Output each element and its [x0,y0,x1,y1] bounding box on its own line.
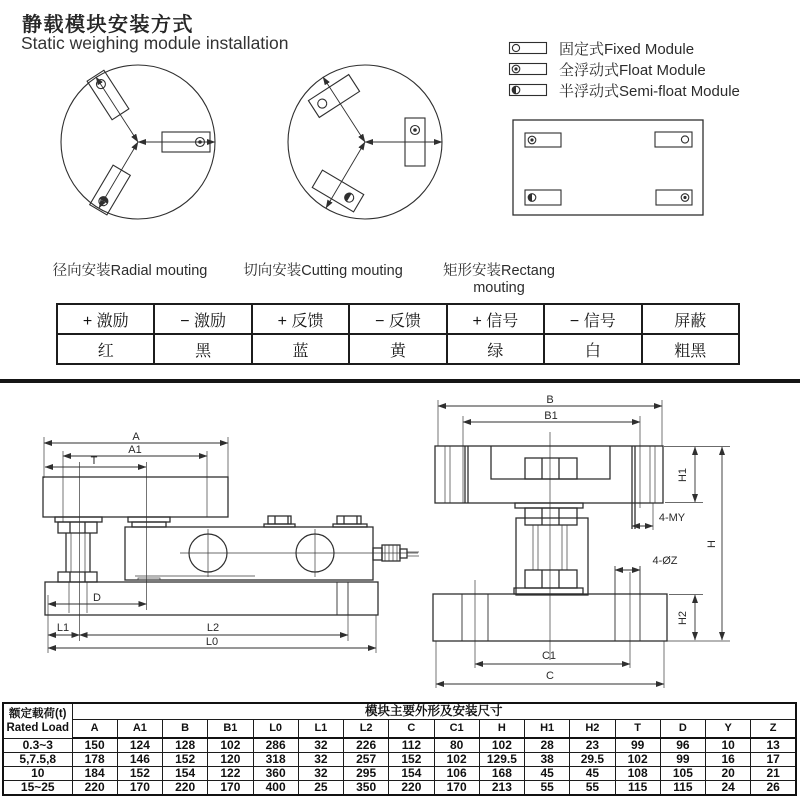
legend-item-semi-float [508,82,740,100]
spec-value-cell: 25 [298,781,343,796]
spec-column-header: H [479,720,524,739]
dim-label-H2: H2 [677,610,689,626]
spec-value-cell: 45 [570,767,615,781]
spec-value-cell: 220 [163,781,208,796]
side-view-drawing [30,425,430,675]
wiring-signal-header: − 反馈 [349,304,446,334]
legend-label: 全浮动式Float Module [559,61,706,79]
spec-column-header: C1 [434,720,479,739]
spec-value-cell: 120 [208,753,253,767]
wiring-header-row [57,304,739,334]
spec-column-header: B1 [208,720,253,739]
float-module-icon [508,62,548,76]
rated-load-label-zh: 额定载荷(t) [9,707,67,720]
spec-value-cell: 286 [253,738,298,753]
spec-value-cell: 170 [117,781,162,796]
spec-value-cell: 146 [117,753,162,767]
rectangular-mounting-diagram [505,112,717,224]
spec-value-cell: 29.5 [570,753,615,767]
dim-label-4MY: 4-MY [658,512,686,524]
spec-value-cell: 152 [389,753,434,767]
spec-value-cell: 152 [117,767,162,781]
spec-value-cell: 10 [706,738,751,753]
rated-load-value: 0.3~3 [3,738,72,753]
load-module [308,75,359,118]
wiring-signal-header: − 信号 [544,304,641,334]
wiring-color-cell: 黑 [154,334,251,364]
spec-value-cell: 170 [434,781,479,796]
section-divider [0,379,800,383]
spec-column-header: A [72,720,117,739]
spec-value-cell: 20 [706,767,751,781]
dim-label-L0: L0 [205,636,219,648]
wiring-signal-header: − 激励 [154,304,251,334]
dim-label-C: C [546,670,554,682]
dim-label-A1: A1 [128,444,142,456]
spec-value-cell: 220 [72,781,117,796]
caption-cutting: 切向安装Cutting mouting [243,263,403,279]
spec-value-cell: 106 [434,767,479,781]
wiring-color-row [57,334,739,364]
module-type-legend [508,41,740,104]
spec-data-row [3,753,796,767]
spec-column-header: A1 [117,720,162,739]
spec-column-header: L2 [344,720,389,739]
spec-column-header: T [615,720,660,739]
dim-label-B1: B1 [544,410,558,422]
legend-label: 半浮动式Semi-float Module [559,82,740,100]
legend-item-float [508,61,740,79]
spec-value-cell: 99 [660,753,705,767]
spec-column-header: Y [706,720,751,739]
wiring-signal-header: + 反馈 [252,304,349,334]
spec-value-cell: 28 [525,738,570,753]
dimension-spec-table [2,702,797,796]
spec-value-cell: 13 [751,738,796,753]
semi-float-module-icon [508,83,548,97]
spec-value-cell: 150 [72,738,117,753]
rated-load-header [3,703,72,738]
spec-value-cell: 226 [344,738,389,753]
spec-value-cell: 400 [253,781,298,796]
spec-value-cell: 124 [117,738,162,753]
spec-value-cell: 105 [660,767,705,781]
spec-value-cell: 220 [389,781,434,796]
spec-value-cell: 99 [615,738,660,753]
spec-column-header: L0 [253,720,298,739]
wiring-color-table [56,303,740,365]
wiring-color-cell: 白 [544,334,641,364]
spec-data-row [3,738,796,753]
wiring-color-cell: 绿 [447,334,544,364]
spec-value-cell: 295 [344,767,389,781]
spec-value-cell: 108 [615,767,660,781]
spec-value-cell: 257 [344,753,389,767]
spec-value-cell: 350 [344,781,389,796]
legend-label: 固定式Fixed Module [559,40,695,58]
spec-value-cell: 318 [253,753,298,767]
spec-data-row [3,781,796,796]
front-view-drawing [425,392,735,697]
spec-value-cell: 184 [72,767,117,781]
spec-value-cell: 360 [253,767,298,781]
spec-value-cell: 17 [751,753,796,767]
caption-radial: 径向安装Radial mouting [52,263,208,279]
dim-label-H1: H1 [677,467,689,483]
legend-item-fixed [508,40,740,58]
spec-value-cell: 32 [298,738,343,753]
spec-value-cell: 122 [208,767,253,781]
spec-group-header: 模块主要外形及安装尺寸 [72,703,796,720]
spec-column-header: Z [751,720,796,739]
spec-value-cell: 102 [479,738,524,753]
wiring-signal-header: + 信号 [447,304,544,334]
spec-value-cell: 45 [525,767,570,781]
wiring-signal-header: + 激励 [57,304,154,334]
dim-label-A: A [132,431,140,443]
spec-value-cell: 168 [479,767,524,781]
spec-value-cell: 213 [479,781,524,796]
cutting-mounting-diagram [285,60,445,228]
corner-pads [525,132,692,205]
wiring-color-cell: 粗黑 [642,334,739,364]
spec-value-cell: 170 [208,781,253,796]
spec-value-cell: 112 [389,738,434,753]
spec-value-cell: 154 [389,767,434,781]
dim-label-B: B [546,394,554,406]
spec-column-header: H1 [525,720,570,739]
page-subtitle: Static weighing module installation [21,33,289,53]
radial-mounting-diagram [58,60,218,228]
wiring-signal-header: 屏蔽 [642,304,739,334]
rated-load-value: 10 [3,767,72,781]
wiring-color-cell: 红 [57,334,154,364]
spec-value-cell: 178 [72,753,117,767]
spec-value-cell: 152 [163,753,208,767]
spec-column-header: L1 [298,720,343,739]
dim-label-C1: C1 [541,650,557,662]
spec-value-cell: 24 [706,781,751,796]
spec-value-cell: 102 [208,738,253,753]
spec-value-cell: 26 [751,781,796,796]
spec-value-cell: 16 [706,753,751,767]
spec-data-row [3,767,796,781]
fixed-module-icon [508,41,548,55]
spec-column-header: B [163,720,208,739]
page-title: 静载模块安装方式 [22,14,194,36]
spec-value-cell: 96 [660,738,705,753]
spec-value-cell: 102 [615,753,660,767]
spec-value-cell: 102 [434,753,479,767]
caption-rectangular: 矩形安装Rectang mouting [442,263,555,296]
spec-value-cell: 55 [570,781,615,796]
dim-label-L1: L1 [56,622,70,634]
spec-value-cell: 32 [298,767,343,781]
spec-value-cell: 154 [163,767,208,781]
spec-value-cell: 55 [525,781,570,796]
spec-value-cell: 115 [660,781,705,796]
spec-value-cell: 128 [163,738,208,753]
dim-label-H: H [706,540,718,548]
dim-label-L2: L2 [206,622,220,634]
spec-columns-row [3,720,796,739]
rated-load-value: 5,7.5,8 [3,753,72,767]
spec-column-header: C [389,720,434,739]
dim-label-D: D [93,592,101,604]
dim-label-T: T [90,455,98,467]
rated-load-value: 15~25 [3,781,72,796]
spec-value-cell: 38 [525,753,570,767]
spec-value-cell: 21 [751,767,796,781]
dim-label-4OZ: 4-ØZ [652,555,678,567]
cable-gland [373,548,382,560]
spec-value-cell: 115 [615,781,660,796]
spec-value-cell: 32 [298,753,343,767]
spec-value-cell: 129.5 [479,753,524,767]
spec-column-header: H2 [570,720,615,739]
wiring-color-cell: 黄 [349,334,446,364]
load-module [312,170,363,212]
spec-value-cell: 23 [570,738,615,753]
spec-header-row [3,703,796,720]
spec-value-cell: 80 [434,738,479,753]
wiring-color-cell: 蓝 [252,334,349,364]
rated-load-label-en: Rated Load [6,721,70,734]
spec-column-header: D [660,720,705,739]
